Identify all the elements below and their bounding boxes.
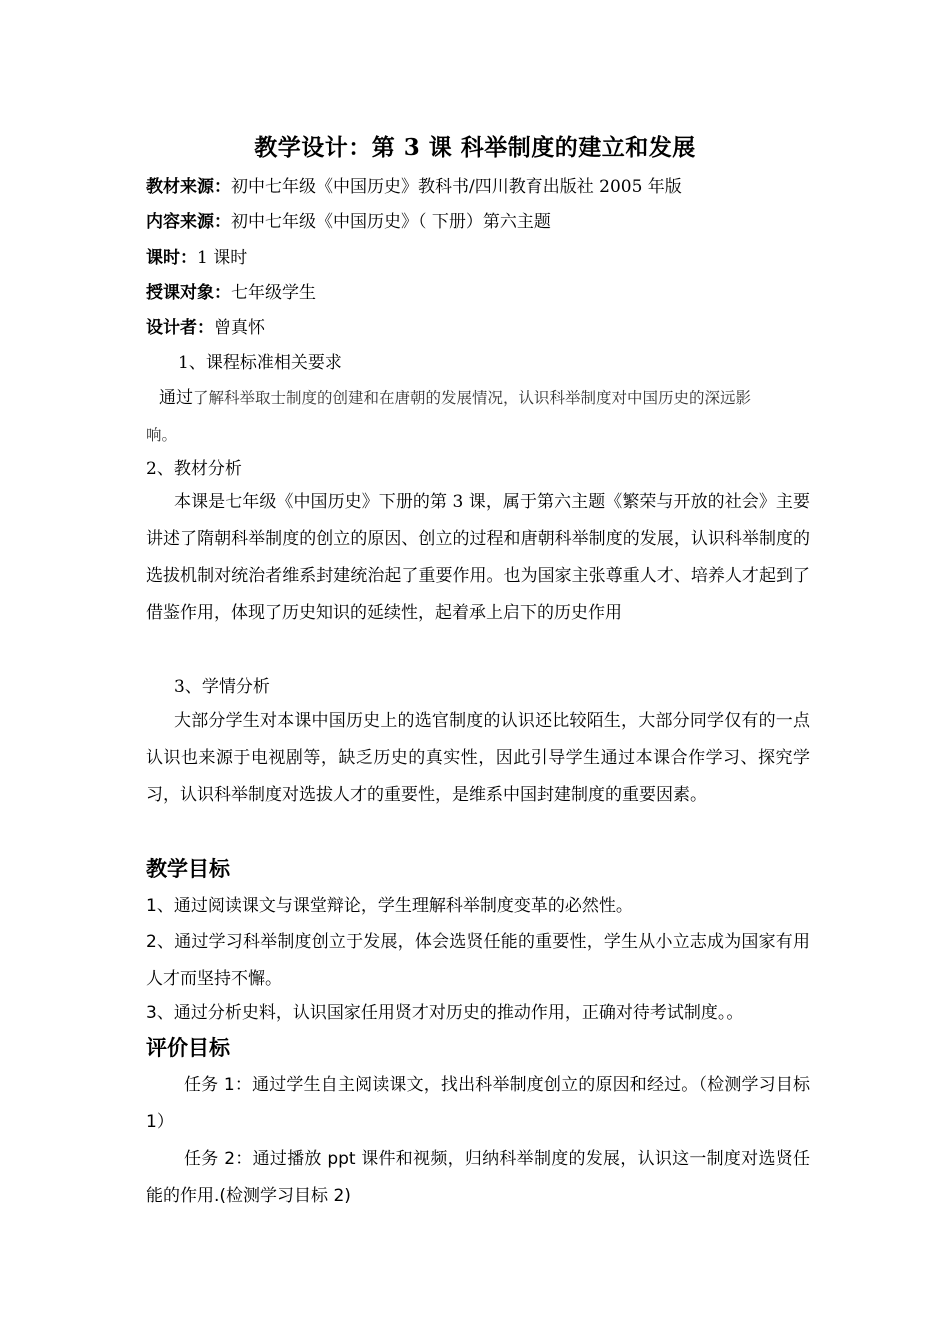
goals-item-2: 2、通过学习科举制度创立于发展，体会选贤任能的重要性，学生从小立志成为国家有用人才而坚持不懈。 xyxy=(146,932,810,989)
section1-text-b: 了解科举取士制度的创建和在唐朝的发展情况，认识科举制度对中国历史的深远影 xyxy=(193,389,752,407)
meta-designer xyxy=(146,313,810,343)
evaluation-heading: 评价目标 xyxy=(146,1036,230,1060)
goals-item-1: 1、通过阅读课文与课堂辩论，学生理解科举制度变革的必然性。 xyxy=(146,896,633,916)
meta-content-label: 内容来源： xyxy=(146,212,231,232)
evaluation-task-2: 任务 2：通过播放 ppt 课件和视频，归纳科举制度的发展，认识这一制度对选贤任能的作用.(检测学习目标 2) xyxy=(146,1149,810,1206)
section1-text-c: 响。 xyxy=(146,426,178,444)
goals-heading: 教学目标 xyxy=(146,857,230,881)
section1-text xyxy=(159,383,823,413)
section2-body: 本课是七年级《中国历史》下册的第 3 课，属于第六主题《繁荣与开放的社会》主要讲述了隋朝科举制度的创立的原因、创立的过程和唐朝科举制度的发展，认识科举制度的选拔机制对统治者维系封建统治起了重要作用。也为国家主张尊重人才、培养人才起到了借鉴作用，体现了历史知识的延续性，起着承上启下的历史作用 xyxy=(146,492,810,623)
section2-heading: 2、教材分析 xyxy=(146,459,242,479)
meta-hours-value: 1 课时 xyxy=(197,248,248,268)
meta-source xyxy=(146,172,810,202)
meta-hours-label: 课时： xyxy=(146,248,197,268)
goals-item-3: 3、通过分析史料，认识国家任用贤才对历史的推动作用，正确对待考试制度。。 xyxy=(146,1003,744,1023)
meta-hours xyxy=(146,243,810,273)
evaluation-task-1: 任务 1：通过学生自主阅读课文，找出科举制度创立的原因和经过。（检测学习目标 1） xyxy=(146,1075,810,1132)
page-title: 教学设计：第 3 课 科举制度的建立和发展 xyxy=(254,134,696,161)
meta-content xyxy=(146,207,810,237)
meta-source-label: 教材来源： xyxy=(146,177,231,197)
section1-heading: 1、课程标准相关要求 xyxy=(178,353,342,373)
meta-audience xyxy=(146,278,810,308)
meta-audience-value: 七年级学生 xyxy=(231,283,316,303)
meta-source-value: 初中七年级《中国历史》教科书/四川教育出版社 2005 年版 xyxy=(231,177,682,197)
meta-audience-label: 授课对象： xyxy=(146,283,231,303)
meta-content-value: 初中七年级《中国历史》（ 下册）第六主题 xyxy=(231,212,551,232)
meta-designer-label: 设计者： xyxy=(146,318,214,338)
section3-heading: 3、学情分析 xyxy=(174,677,270,697)
section3-body: 大部分学生对本课中国历史上的选官制度的认识还比较陌生，大部分同学仅有的一点认识也来源于电视剧等，缺乏历史的真实性，因此引导学生通过本课合作学习、探究学习，认识科举制度对选拔人才的重要性，是维系中国封建制度的重要因素。 xyxy=(146,711,810,805)
meta-designer-value: 曾真怀 xyxy=(214,318,265,338)
section1-text-a: 通过 xyxy=(159,388,193,408)
